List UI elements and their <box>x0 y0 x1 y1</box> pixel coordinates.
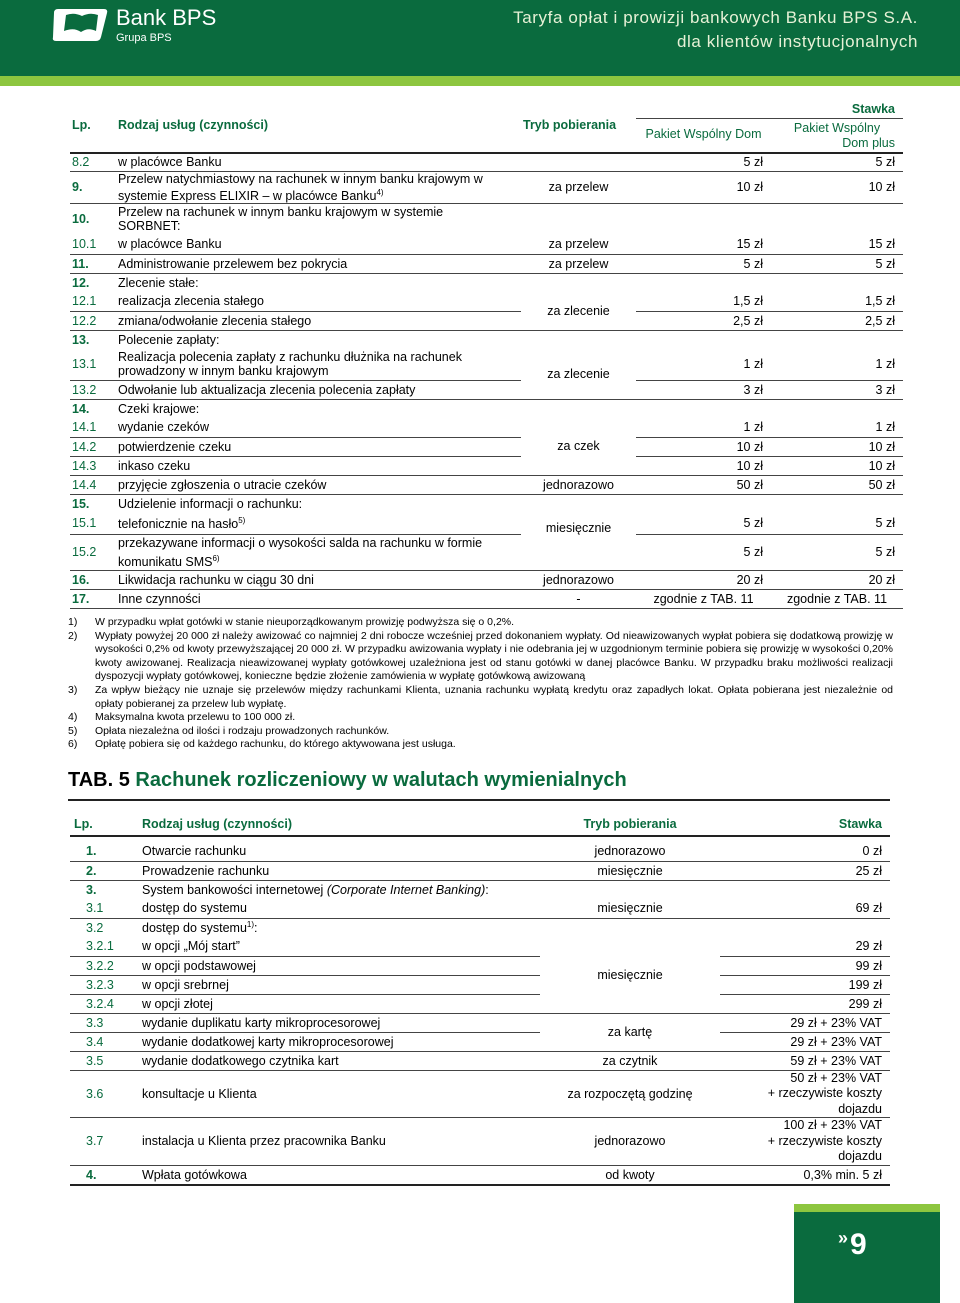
row-lp: 3.2.1 <box>70 937 140 956</box>
row-value-2: 50 zł <box>771 475 903 494</box>
row-lp: 8.2 <box>70 153 116 171</box>
row-lp: 3.1 <box>70 899 140 918</box>
table-header-row <box>70 812 890 836</box>
row-lp: 3.2.4 <box>70 994 140 1013</box>
table-row <box>70 273 903 292</box>
table-row <box>70 1051 890 1070</box>
table-header-row <box>70 98 903 153</box>
section-title <box>68 769 627 792</box>
table-row <box>70 171 903 203</box>
row-value-2: 5 zł <box>771 153 903 171</box>
row-lp: 15. <box>72 496 90 511</box>
row-name: potwierdzenie czeku <box>116 437 521 456</box>
row-value-2: 1,5 zł <box>771 292 903 311</box>
row-value-2: 5 zł <box>771 534 903 570</box>
footnote-text: W przypadku wpłat gotówki w stanie nieuporządkowanym prowizję podwyższa się o 0,2%. <box>95 616 515 628</box>
row-lp: 3.5 <box>70 1051 140 1070</box>
row-name <box>116 349 521 380</box>
row-name: Administrowanie przelewem bez pokrycia <box>116 254 521 273</box>
row-name: konsultacje u Klienta <box>140 1070 540 1118</box>
row-lp: 10.1 <box>70 235 116 254</box>
row-lp: 12.1 <box>70 292 116 311</box>
row-name: wydanie dodatkowego czytnika kart <box>140 1051 540 1070</box>
table-row <box>70 1165 890 1185</box>
row-value-1: 1 zł <box>636 418 771 437</box>
row-value-1: 20 zł <box>636 570 771 589</box>
row-lp: 10. <box>72 212 90 227</box>
table-row <box>70 254 903 273</box>
row-lp: 14.4 <box>70 475 116 494</box>
row-name: w placówce Banku <box>116 153 521 171</box>
footnote-text: Opłata niezależna od ilości i rodzaju prowadzonych rachunków. <box>95 724 390 737</box>
row-value-2: 20 zł <box>771 570 903 589</box>
row-lp: 15.1 <box>70 513 116 534</box>
table-row <box>70 153 903 171</box>
table-row <box>70 513 903 534</box>
table-row <box>70 570 903 589</box>
row-lp: 3.4 <box>70 1032 140 1051</box>
row-name: Prowadzenie rachunku <box>140 861 540 880</box>
row-rate: 29 zł + 23% VAT <box>720 1013 890 1032</box>
row-value-2: 10 zł <box>771 171 903 203</box>
header-accent-strip <box>0 76 960 86</box>
row-name-text: telefonicznie na hasło <box>118 516 239 531</box>
row-mode: miesięcznie <box>540 899 720 918</box>
row-mode: za zlecenie <box>521 349 636 399</box>
footnote <box>68 725 893 739</box>
col-mode: Tryb pobierania <box>540 812 720 836</box>
row-lp: 12. <box>72 275 90 290</box>
row-value-1: 10 zł <box>636 171 771 203</box>
row-name <box>140 880 540 899</box>
section-number: TAB. 5 <box>68 769 130 791</box>
row-lp: 14.2 <box>70 437 116 456</box>
row-value-2: 3 zł <box>771 380 903 399</box>
row-rate: 0,3% min. 5 zł <box>720 1165 890 1185</box>
row-name: w placówce Banku <box>116 235 521 254</box>
row-value-1: 1 zł <box>636 349 771 380</box>
row-name: Czeki krajowe: <box>118 401 200 416</box>
page-header <box>0 0 960 76</box>
page-number-value: 9 <box>850 1228 867 1261</box>
rate-line2: + rzeczywiste koszty <box>767 1133 882 1148</box>
row-name: wydanie czeków <box>116 418 521 437</box>
row-name: przyjęcie zgłoszenia o utracie czeków <box>116 475 521 494</box>
row-mode: jednorazowo <box>540 842 720 861</box>
row-lp: 12.2 <box>70 311 116 330</box>
row-mode: za przelew <box>521 235 636 254</box>
row-name <box>116 534 521 570</box>
row-rate: 69 zł <box>720 899 890 918</box>
row-name: wydanie duplikatu karty mikroprocesorowej <box>140 1013 540 1032</box>
table-row <box>70 494 903 513</box>
footnote-text: Maksymalna kwota przelewu to 100 000 zł. <box>95 711 296 724</box>
row-lp: 4. <box>70 1165 140 1185</box>
row-mode: jednorazowo <box>521 570 636 589</box>
row-name-line1: przekazywane informacji o wysokości salda na rachunku w formie <box>118 535 483 550</box>
table-row <box>70 589 903 608</box>
row-rate <box>720 1118 890 1166</box>
footnote-number: 2) <box>68 629 78 642</box>
footnote-text: Opłatę pobiera się od każdego rachunku, do którego aktywowana jest usługa. <box>95 738 456 751</box>
footnote-number: 1) <box>68 616 78 628</box>
row-name: w opcji srebrnej <box>140 975 540 994</box>
footnote-ref: 6) <box>212 553 220 563</box>
row-name-text: System bankowości internetowej <box>142 882 327 897</box>
rate-line3: dojazdu <box>838 1149 882 1163</box>
row-name: w opcji złotej <box>140 994 540 1013</box>
row-name-line1: Realizacja polecenia zapłaty z rachunku dłużnika na rachunek <box>118 350 462 365</box>
row-name: Polecenie zapłaty: <box>118 332 220 347</box>
row-name: Odwołanie lub aktualizacja zlecenia polecenia zapłaty <box>116 380 521 399</box>
row-lp: 3.7 <box>70 1118 140 1166</box>
row-name-line2: systemie Express ELIXIR – w placówce Banku <box>118 188 377 203</box>
row-rate: 25 zł <box>720 861 890 880</box>
footnote-ref: 1) <box>246 920 255 930</box>
row-lp: 3.2 <box>86 920 104 935</box>
table-row <box>70 861 890 880</box>
col-service: Rodzaj usług (czynności) <box>140 812 540 836</box>
footnote <box>68 738 893 752</box>
row-value-2: 10 zł <box>771 456 903 475</box>
table-row <box>70 842 890 861</box>
row-lp: 1. <box>70 842 140 861</box>
footnote-text: Za wpływ bieżący nie uznaje się przelewów między rachunkami Klienta, uznania rachunku wypłatą kredytu oraz zapadłych lokat. Opłata pobierana jest niezależnie od opłaty pobieranej za przelew lub wypłatę. <box>95 683 893 710</box>
row-value-1: 5 zł <box>636 534 771 570</box>
table-row <box>70 437 903 456</box>
row-rate: 59 zł + 23% VAT <box>720 1051 890 1070</box>
row-lp: 13.1 <box>70 349 116 380</box>
row-name-line2: komunikatu SMS <box>118 554 213 569</box>
row-value-2: 5 zł <box>771 513 903 534</box>
row-name: inkaso czeku <box>116 456 521 475</box>
row-lp: 14.1 <box>70 418 116 437</box>
row-mode: za czek <box>521 418 636 475</box>
row-lp: 3.6 <box>70 1070 140 1118</box>
row-name <box>116 171 521 203</box>
row-name-line2: SORBNET: <box>118 219 181 234</box>
table-row <box>70 534 903 570</box>
row-lp: 14. <box>72 401 90 416</box>
title-line-1: Taryfa opłat i prowizji bankowych Banku BPS S.A. <box>513 8 918 27</box>
footnote-number: 3) <box>68 683 78 696</box>
row-name: Zlecenie stałe: <box>118 275 199 290</box>
row-rate: 299 zł <box>720 994 890 1013</box>
row-name: Inne czynności <box>116 589 521 608</box>
row-lp: 17. <box>70 589 116 608</box>
page-number-accent <box>794 1204 940 1212</box>
brand-subtitle: Grupa BPS <box>116 31 172 44</box>
bps-logo-icon <box>52 5 110 45</box>
fees-table <box>70 98 903 609</box>
table-row <box>70 349 903 380</box>
document-title <box>513 6 918 54</box>
pkg1-header: Pakiet Wspólny Dom <box>645 126 762 141</box>
rate-header: Stawka <box>636 100 903 119</box>
row-lp: 3.2.3 <box>70 975 140 994</box>
title-line-2: dla klientów instytucjonalnych <box>676 32 918 51</box>
rate-line1: 50 zł + 23% VAT <box>790 1070 882 1085</box>
page-number <box>838 1228 867 1262</box>
col-lp: Lp. <box>70 98 116 153</box>
row-value-1: 5 zł <box>636 254 771 273</box>
row-name <box>116 513 521 534</box>
footnote-number: 4) <box>68 711 78 724</box>
row-lp: 14.3 <box>70 456 116 475</box>
row-rate: 0 zł <box>720 842 890 861</box>
table-row <box>70 456 903 475</box>
section-divider <box>68 799 890 801</box>
row-name-line2: prowadzony w innym banku krajowym <box>118 364 329 379</box>
table-row <box>70 975 890 994</box>
footnote-number: 5) <box>68 724 78 737</box>
table-row <box>70 475 903 494</box>
table-row <box>70 418 903 437</box>
row-mode: miesięcznie <box>521 513 636 570</box>
row-value-1: 10 zł <box>636 437 771 456</box>
footnote <box>68 711 893 725</box>
row-value-1: 5 zł <box>636 513 771 534</box>
row-rate: 29 zł + 23% VAT <box>720 1032 890 1051</box>
rate-line1: 100 zł + 23% VAT <box>783 1118 882 1132</box>
row-name-line1: Przelew natychmiastowy na rachunek w innym banku krajowym w <box>118 171 483 186</box>
table-row <box>70 994 890 1013</box>
bank-logo <box>52 5 216 45</box>
row-value-1: 15 zł <box>636 235 771 254</box>
row-name-text: dostęp do systemu <box>142 921 247 936</box>
row-value-1: 1,5 zł <box>636 292 771 311</box>
row-value-1: 5 zł <box>636 153 771 171</box>
table-row <box>70 292 903 311</box>
row-mode: miesięcznie <box>540 861 720 880</box>
row-name: instalacja u Klienta przez pracownika Banku <box>140 1118 540 1166</box>
row-value-1: 3 zł <box>636 380 771 399</box>
table-row <box>70 311 903 330</box>
table-row <box>70 956 890 975</box>
row-value-1: 2,5 zł <box>636 311 771 330</box>
row-name: w opcji podstawowej <box>140 956 540 975</box>
footnotes <box>68 616 893 752</box>
row-lp: 16. <box>70 570 116 589</box>
rate-line3: dojazdu <box>838 1101 882 1116</box>
row-mode: za przelew <box>521 171 636 203</box>
tab5-table <box>70 812 890 1186</box>
row-mode: za rozpoczętą godzinę <box>540 1070 720 1118</box>
table-row <box>70 380 903 399</box>
row-lp: 3.3 <box>70 1013 140 1032</box>
row-rate: 199 zł <box>720 975 890 994</box>
row-lp: 3. <box>86 882 97 897</box>
row-lp: 3.2.2 <box>70 956 140 975</box>
row-value-2: 2,5 zł <box>771 311 903 330</box>
table-row <box>70 1013 890 1032</box>
table-row <box>70 203 903 235</box>
row-value-2: 1 zł <box>771 349 903 380</box>
row-name: Wpłata gotówkowa <box>140 1165 540 1185</box>
row-name: dostęp do systemu <box>140 899 540 918</box>
col-rate: Stawka <box>720 812 890 836</box>
row-lp: 2. <box>70 861 140 880</box>
footnote <box>68 630 893 684</box>
row-name-end: : <box>485 882 489 897</box>
row-mode: od kwoty <box>540 1165 720 1185</box>
row-value-2: 15 zł <box>771 235 903 254</box>
table-row <box>70 880 890 899</box>
row-mode: za czytnik <box>540 1051 720 1070</box>
col-lp: Lp. <box>70 812 140 836</box>
row-mode: jednorazowo <box>540 1118 720 1166</box>
row-name: Likwidacja rachunku w ciągu 30 dni <box>116 570 521 589</box>
row-lp: 11. <box>70 254 116 273</box>
footnote-ref: 4) <box>376 187 384 197</box>
row-name-end: : <box>254 921 258 936</box>
row-name: zmiana/odwołanie zlecenia stałego <box>116 311 521 330</box>
row-name: wydanie dodatkowej karty mikroprocesorowej <box>140 1032 540 1051</box>
footnote <box>68 684 893 711</box>
row-name <box>116 203 521 235</box>
pkg2-header-line1: Pakiet Wspólny <box>793 120 881 135</box>
row-value-1: zgodnie z TAB. 11 <box>636 589 771 608</box>
footnote-ref: 5) <box>238 515 246 525</box>
row-name: Udzielenie informacji o rachunku: <box>118 496 303 511</box>
footnote-text: Wypłaty powyżej 20 000 zł należy awizować co najmniej 2 dni robocze wcześniej przed dokonaniem wypłaty. Od nieawizowanych wypłat pobiera się dodatkową prowizję w wysokości 0,2% od kwoty przewyższającej 20 000 zł. W przypadku awizowania wypłaty i nie odebrania jej w uzgodnionym terminie pobiera się prowizję w wysokości 0,20% kwoty awizowanej. Realizacja nieawizowanej wypłaty gotówkowej uzależniona jest od stanu gotówki w danej placówce Banku. W przypadku braku możliwości realizacji dyspozycji wypłaty gotówkowej, konieczne będzie złożenie zamówienia w wypłatę gotówkową awizowaną <box>95 629 893 683</box>
row-mode: za przelew <box>521 254 636 273</box>
row-lp: 13.2 <box>70 380 116 399</box>
row-name-italic: (Corporate Internet Banking) <box>326 882 486 897</box>
brand-name: Bank BPS <box>116 4 217 30</box>
row-mode: - <box>521 589 636 608</box>
row-lp: 9. <box>70 171 116 203</box>
row-name <box>140 918 540 937</box>
row-name: realizacja zlecenia stałego <box>116 292 521 311</box>
row-value-1: 50 zł <box>636 475 771 494</box>
table-row <box>70 918 890 937</box>
row-name: w opcji „Mój start” <box>140 937 540 956</box>
row-rate <box>720 1070 890 1118</box>
row-mode: jednorazowo <box>521 475 636 494</box>
table-row <box>70 1070 890 1118</box>
row-mode: za kartę <box>540 1013 720 1051</box>
section-name: Rachunek rozliczeniowy w walutach wymienialnych <box>135 769 627 791</box>
footnote-number: 6) <box>68 738 78 751</box>
chevron-right-icon: » <box>838 1228 849 1248</box>
page-number-box <box>794 1204 940 1303</box>
col-rate <box>636 98 903 153</box>
pkg2-header <box>771 119 903 151</box>
table-row <box>70 330 903 349</box>
row-value-2: 10 zł <box>771 437 903 456</box>
row-name-line1: Przelew na rachunek w innym banku krajowym w systemie <box>118 205 444 220</box>
row-rate: 99 zł <box>720 956 890 975</box>
table-row <box>70 899 890 918</box>
col-mode: Tryb pobierania <box>521 98 636 153</box>
rate-line2: + rzeczywiste koszty <box>767 1086 882 1100</box>
table-row <box>70 235 903 254</box>
row-value-2: 1 zł <box>771 418 903 437</box>
pkg2-header-line2: Dom plus <box>842 135 895 150</box>
table-row <box>70 937 890 956</box>
row-lp: 15.2 <box>70 534 116 570</box>
col-service: Rodzaj usług (czynności) <box>116 98 521 153</box>
row-rate: 29 zł <box>720 937 890 956</box>
row-value-1: 10 zł <box>636 456 771 475</box>
row-name: Otwarcie rachunku <box>140 842 540 861</box>
row-value-2: zgodnie z TAB. 11 <box>771 589 903 608</box>
table-row <box>70 1118 890 1166</box>
table-row <box>70 1032 890 1051</box>
table-row <box>70 399 903 418</box>
row-lp: 13. <box>72 332 90 347</box>
row-mode: miesięcznie <box>540 937 720 1013</box>
row-value-2: 5 zł <box>771 254 903 273</box>
row-mode: za zlecenie <box>521 292 636 330</box>
footnote <box>68 616 893 630</box>
